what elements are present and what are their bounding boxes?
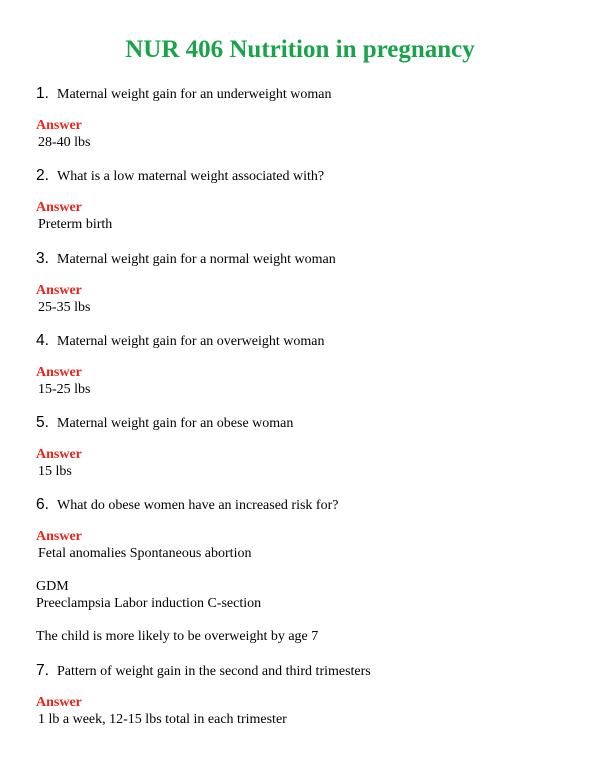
question-text: Pattern of weight gain in the second and third trimesters	[57, 664, 371, 679]
question-number: 3.	[36, 250, 49, 267]
answer-label: Answer	[36, 695, 82, 710]
question-1	[36, 85, 576, 104]
question-text: Maternal weight gain for an obese woman	[57, 416, 294, 431]
question-number: 2.	[36, 167, 49, 184]
question-block-7	[36, 662, 576, 728]
question-text: What do obese women have an increased risk for?	[57, 498, 339, 513]
question-number: 1.	[36, 85, 49, 102]
question-5	[36, 414, 576, 433]
question-number: 4.	[36, 332, 49, 349]
question-number: 6.	[36, 496, 49, 513]
question-6	[36, 496, 576, 515]
answer-text: 25-35 lbs	[38, 300, 91, 315]
question-3	[36, 250, 576, 269]
answer-label: Answer	[36, 365, 82, 380]
question-number: 7.	[36, 662, 49, 679]
question-2	[36, 167, 576, 186]
question-number: 5.	[36, 414, 49, 431]
answer-label: Answer	[36, 529, 82, 544]
answer-text: Fetal anomalies Spontaneous abortion	[38, 546, 252, 561]
question-block-5	[36, 414, 576, 480]
question-text: What is a low maternal weight associated with?	[57, 169, 325, 184]
question-block-4	[36, 332, 576, 398]
answer-text: 15-25 lbs	[38, 382, 91, 397]
question-block-3	[36, 250, 576, 316]
answer-extra-line: Preeclampsia Labor induction C-section	[36, 596, 262, 611]
answer-label: Answer	[36, 118, 82, 133]
answer-label: Answer	[36, 283, 82, 298]
question-block-6	[36, 496, 576, 645]
answer-label: Answer	[36, 447, 82, 462]
question-7	[36, 662, 576, 681]
answer-text: Preterm birth	[38, 217, 113, 232]
answer-text: 1 lb a week, 12-15 lbs total in each trimester	[38, 712, 287, 727]
answer-text: 15 lbs	[38, 464, 72, 479]
answer-extra-line: GDM	[36, 579, 69, 594]
answer-text: 28-40 lbs	[38, 135, 91, 150]
answer-extra-line: The child is more likely to be overweight by age 7	[36, 629, 319, 644]
question-block-2	[36, 167, 576, 233]
question-text: Maternal weight gain for a normal weight woman	[57, 252, 336, 267]
answer-label: Answer	[36, 200, 82, 215]
question-block-1	[36, 85, 576, 151]
question-4	[36, 332, 576, 351]
page-title: NUR 406 Nutrition in pregnancy	[125, 36, 475, 63]
question-text: Maternal weight gain for an overweight woman	[57, 334, 325, 349]
question-text: Maternal weight gain for an underweight woman	[57, 87, 332, 102]
